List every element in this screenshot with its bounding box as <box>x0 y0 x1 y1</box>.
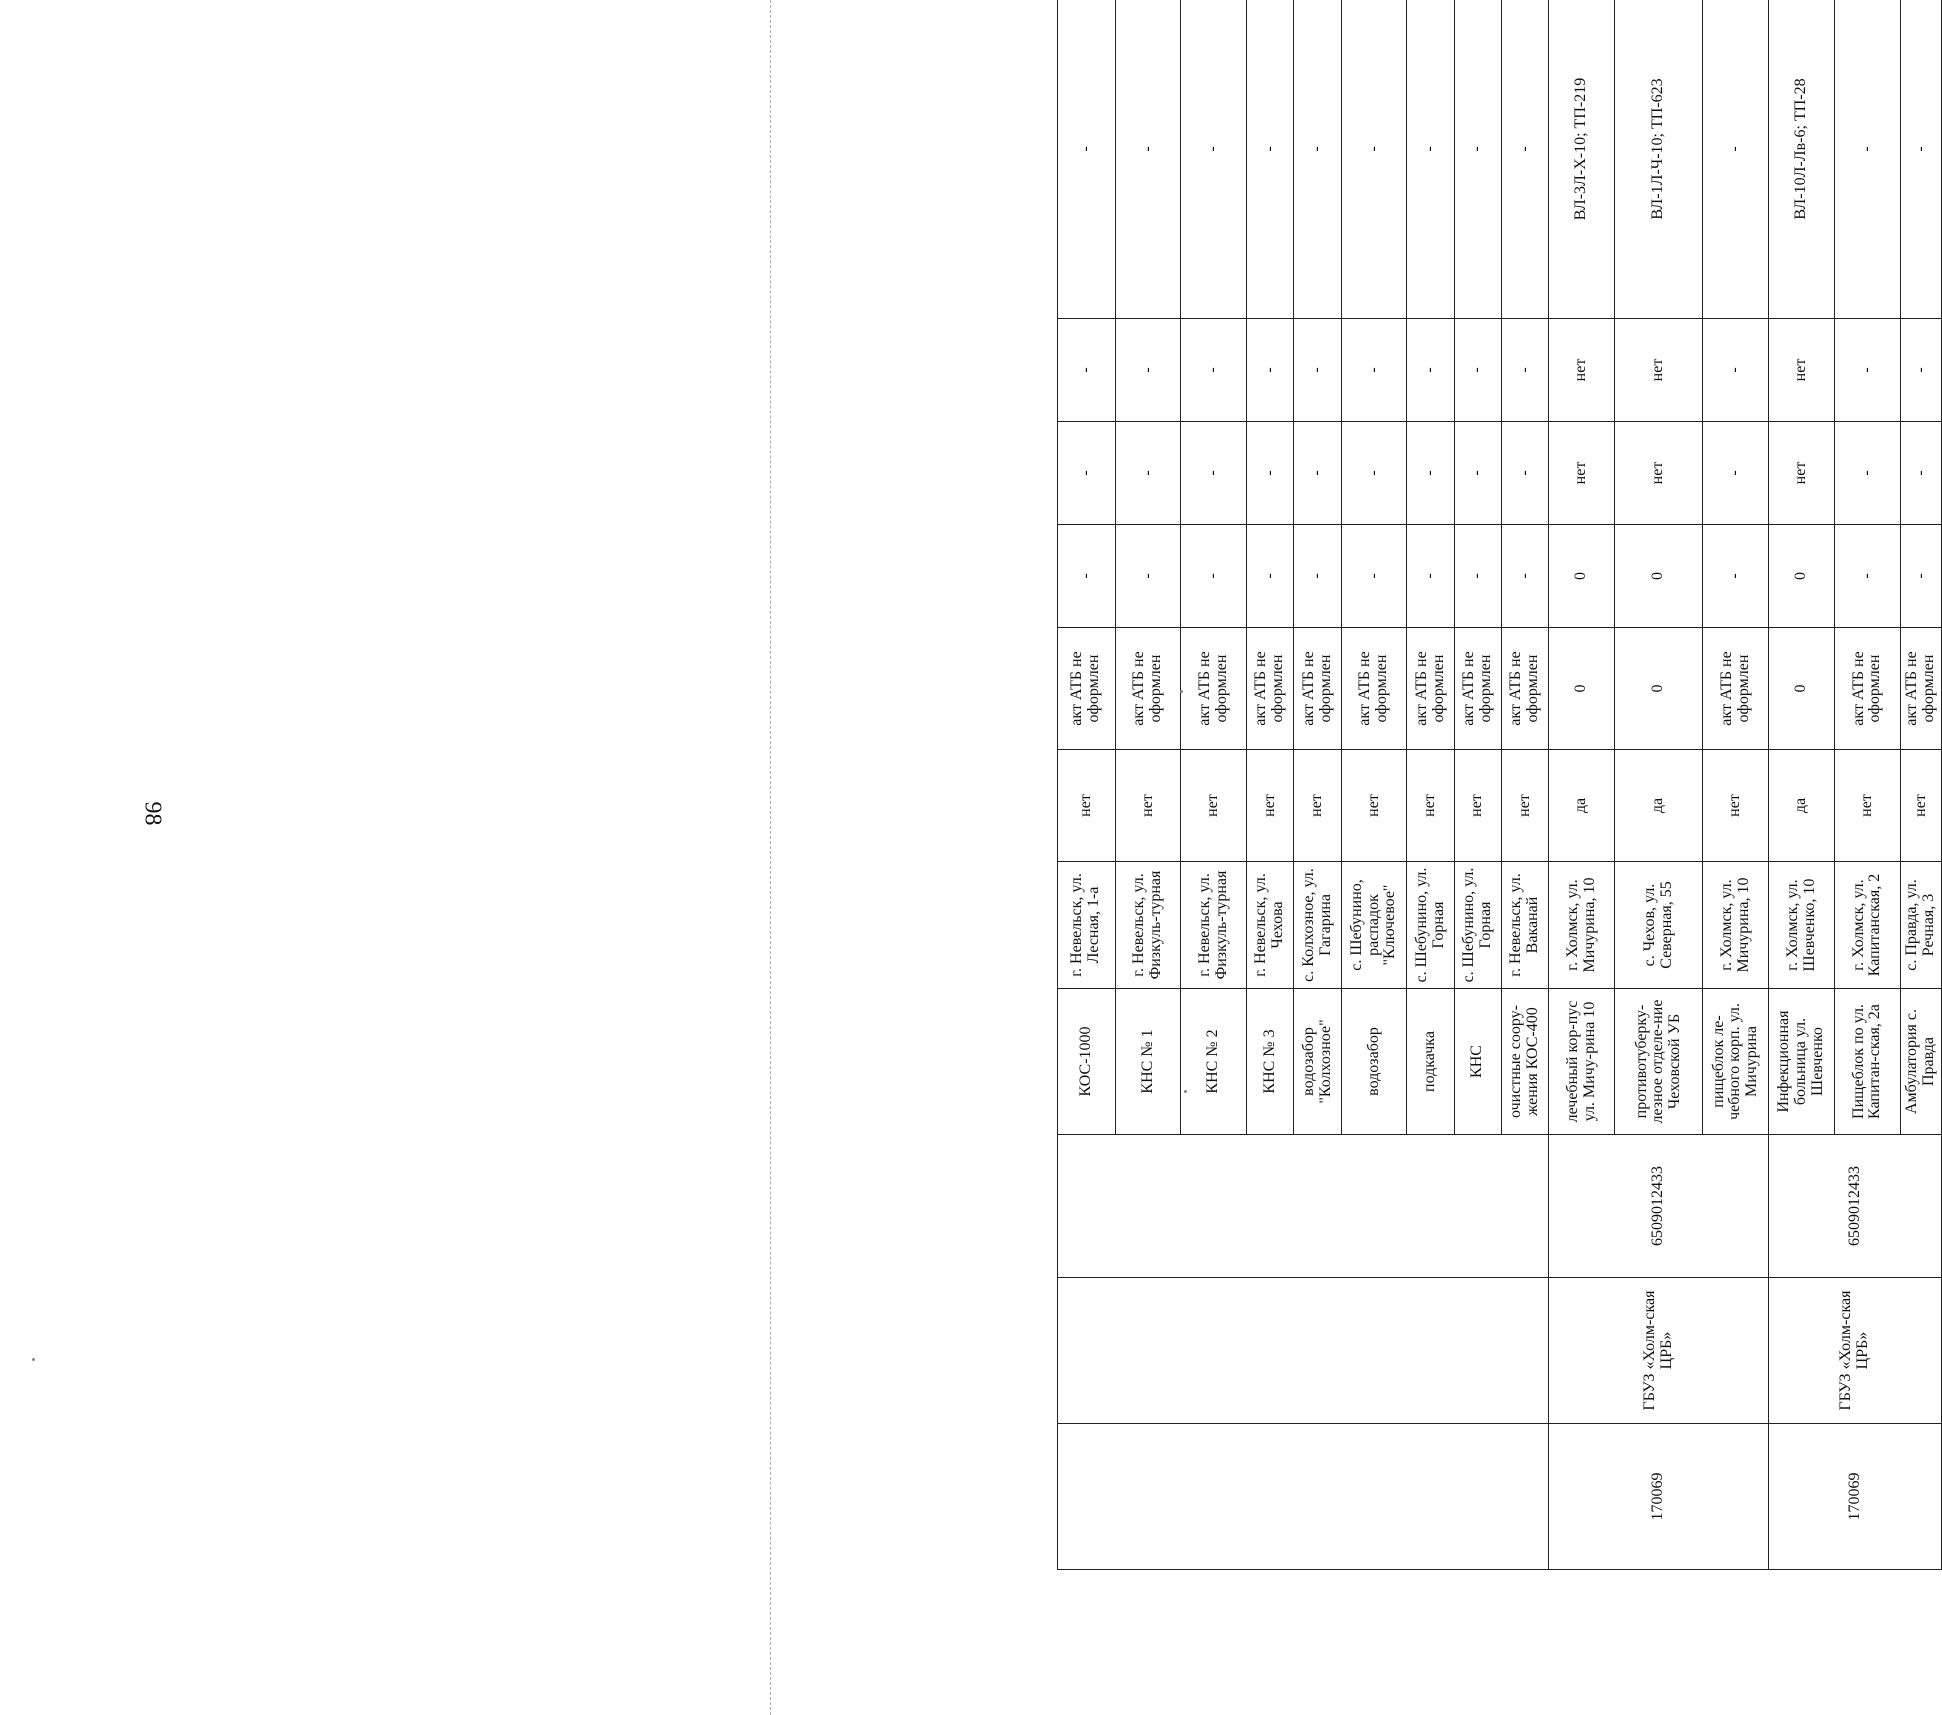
act-cell: акт АТБ не оформлен <box>1407 628 1454 750</box>
line-cell: ВЛ-1Л-Ч-10; ТП-623 <box>1615 0 1703 319</box>
status-cell-1: - <box>1294 422 1341 525</box>
address-cell: г. Холмск, ул. Капитанская, 2 <box>1835 862 1901 989</box>
value-cell: - <box>1294 525 1341 628</box>
flag-cell: нет <box>1835 750 1901 862</box>
address-cell: с. Правда, ул. Речная, 3 <box>1900 862 1941 989</box>
status-cell-2: - <box>1181 319 1247 422</box>
code-cell: 170069 <box>1769 1424 1942 1570</box>
flag-cell: да <box>1615 750 1703 862</box>
org-cell <box>1058 1278 1549 1424</box>
code-cell <box>1058 1424 1549 1570</box>
status-cell-1: - <box>1058 422 1116 525</box>
value-cell: - <box>1247 525 1294 628</box>
status-cell-1: нет <box>1769 422 1835 525</box>
status-cell-2: - <box>1247 319 1294 422</box>
flag-cell: нет <box>1900 750 1941 862</box>
object-cell: КНС № 1 <box>1115 989 1181 1135</box>
object-cell: лечебный кор-пус ул. Мичу-рина 10 <box>1549 989 1615 1135</box>
object-cell: КОС-1000 <box>1058 989 1116 1135</box>
line-cell: ВЛ-3Л-Х-10; ТП-219 <box>1549 0 1615 319</box>
object-cell: Амбулатория с. Правда <box>1900 989 1941 1135</box>
act-cell: акт АТБ не оформлен <box>1454 628 1501 750</box>
flag-cell: нет <box>1703 750 1769 862</box>
address-cell: г. Невельск, ул. Физкуль-турная <box>1181 862 1247 989</box>
flag-cell: да <box>1769 750 1835 862</box>
address-cell: с. Шебунино, ул. Горная <box>1407 862 1454 989</box>
address-cell: г. Холмск, ул. Мичурина, 10 <box>1549 862 1615 989</box>
status-cell-2: - <box>1294 319 1341 422</box>
value-cell: - <box>1703 525 1769 628</box>
line-cell: - <box>1900 0 1941 319</box>
act-cell: акт АТБ не оформлен <box>1294 628 1341 750</box>
status-cell-2: нет <box>1615 319 1703 422</box>
status-cell-2: нет <box>1769 319 1835 422</box>
status-cell-1: - <box>1454 422 1501 525</box>
act-cell: акт АТБ не оформлен <box>1181 628 1247 750</box>
act-cell: акт АТБ не оформлен <box>1900 628 1941 750</box>
status-cell-1: - <box>1181 422 1247 525</box>
flag-cell: нет <box>1454 750 1501 862</box>
address-cell: г. Невельск, ул. Физкуль-турная <box>1115 862 1181 989</box>
inn-cell: 6509012433 <box>1549 1135 1769 1278</box>
scan-speck <box>1184 1090 1187 1093</box>
table-row <box>1058 0 1116 1570</box>
status-cell-1: - <box>1115 422 1181 525</box>
act-cell: акт АТБ не оформлен <box>1835 628 1901 750</box>
act-cell: акт АТБ не оформлен <box>1115 628 1181 750</box>
status-cell-1: - <box>1835 422 1901 525</box>
value-cell: - <box>1835 525 1901 628</box>
act-cell: 0 <box>1769 628 1835 750</box>
address-cell: с. Чехов, ул. Северная, 55 <box>1615 862 1703 989</box>
value-cell: - <box>1115 525 1181 628</box>
address-cell: с. Шебунино, ул. Горная <box>1454 862 1501 989</box>
object-cell: КНС <box>1454 989 1501 1135</box>
inn-cell <box>1058 1135 1549 1278</box>
status-cell-1: - <box>1247 422 1294 525</box>
page-number: 98 <box>139 801 166 826</box>
status-cell-2: - <box>1502 319 1549 422</box>
status-cell-2: - <box>1835 319 1901 422</box>
object-cell: подкачка <box>1407 989 1454 1135</box>
value-cell: - <box>1502 525 1549 628</box>
status-cell-1: - <box>1502 422 1549 525</box>
flag-cell: нет <box>1247 750 1294 862</box>
value-cell: - <box>1407 525 1454 628</box>
value-cell: - <box>1058 525 1116 628</box>
address-cell: с. Колхозное, ул. Гагарина <box>1294 862 1341 989</box>
line-cell: - <box>1294 0 1341 319</box>
status-cell-1: - <box>1703 422 1769 525</box>
act-cell: акт АТБ не оформлен <box>1341 628 1407 750</box>
object-cell: КНС № 2 <box>1181 989 1247 1135</box>
line-cell: - <box>1454 0 1501 319</box>
object-cell: водозабор <box>1341 989 1407 1135</box>
act-cell: 0 <box>1615 628 1703 750</box>
status-cell-2: - <box>1058 319 1116 422</box>
flag-cell: нет <box>1407 750 1454 862</box>
status-cell-2: - <box>1341 319 1407 422</box>
table-body <box>1058 0 1942 1570</box>
value-cell: 0 <box>1549 525 1615 628</box>
rotated-table-wrapper <box>1057 77 1942 1570</box>
status-cell-1: - <box>1341 422 1407 525</box>
line-cell: - <box>1058 0 1116 319</box>
act-cell: акт АТБ не оформлен <box>1703 628 1769 750</box>
status-cell-2: - <box>1703 319 1769 422</box>
object-cell: КНС № 3 <box>1247 989 1294 1135</box>
org-cell: ГБУЗ «Холм-ская ЦРБ» <box>1769 1278 1942 1424</box>
act-cell: акт АТБ не оформлен <box>1058 628 1116 750</box>
line-cell: - <box>1341 0 1407 319</box>
object-cell: очистные соору-жения КОС-400 <box>1502 989 1549 1135</box>
data-table <box>1057 0 1942 1570</box>
line-cell: - <box>1407 0 1454 319</box>
org-cell: ГБУЗ «Холм-ская ЦРБ» <box>1549 1278 1769 1424</box>
inn-cell: 6509012433 <box>1769 1135 1942 1278</box>
object-cell: Пищеблок по ул. Капитан-ская, 2а <box>1835 989 1901 1135</box>
line-cell: - <box>1247 0 1294 319</box>
status-cell-1: нет <box>1615 422 1703 525</box>
flag-cell: нет <box>1294 750 1341 862</box>
address-cell: г. Холмск, ул. Мичурина, 10 <box>1703 862 1769 989</box>
line-cell: - <box>1502 0 1549 319</box>
status-cell-1: нет <box>1549 422 1615 525</box>
act-cell: 0 <box>1549 628 1615 750</box>
flag-cell: да <box>1549 750 1615 862</box>
object-cell: Инфекционная больница ул. Шевченко <box>1769 989 1835 1135</box>
scan-speck <box>32 1358 35 1361</box>
act-cell: акт АТБ не оформлен <box>1502 628 1549 750</box>
status-cell-2: нет <box>1549 319 1615 422</box>
status-cell-1: - <box>1900 422 1941 525</box>
status-cell-1: - <box>1407 422 1454 525</box>
address-cell: г. Невельск, ул. Лесная, 1-а <box>1058 862 1116 989</box>
flag-cell: нет <box>1058 750 1116 862</box>
status-cell-2: - <box>1900 319 1941 422</box>
line-cell: ВЛ-10Л-Лв-6; ТП-28 <box>1769 0 1835 319</box>
value-cell: - <box>1181 525 1247 628</box>
line-cell: - <box>1835 0 1901 319</box>
status-cell-2: - <box>1454 319 1501 422</box>
flag-cell: нет <box>1181 750 1247 862</box>
value-cell: 0 <box>1769 525 1835 628</box>
line-cell: - <box>1703 0 1769 319</box>
table-row <box>1769 0 1835 1570</box>
flag-cell: нет <box>1341 750 1407 862</box>
address-cell: г. Невельск, ул. Чехова <box>1247 862 1294 989</box>
object-cell: пищеблок ле-чебного корп. ул. Мичурина <box>1703 989 1769 1135</box>
status-cell-2: - <box>1115 319 1181 422</box>
act-cell: акт АТБ не оформлен <box>1247 628 1294 750</box>
flag-cell: нет <box>1502 750 1549 862</box>
line-cell: - <box>1181 0 1247 319</box>
address-cell: г. Невельск, ул. Ваканай <box>1502 862 1549 989</box>
value-cell: - <box>1454 525 1501 628</box>
value-cell: - <box>1900 525 1941 628</box>
table-row <box>1549 0 1615 1570</box>
scan-speck <box>1180 690 1183 693</box>
value-cell: - <box>1341 525 1407 628</box>
line-cell: - <box>1115 0 1181 319</box>
status-cell-2: - <box>1407 319 1454 422</box>
value-cell: 0 <box>1615 525 1703 628</box>
address-cell: г. Холмск, ул. Шевченко, 10 <box>1769 862 1835 989</box>
object-cell: водозабор "Колхозное" <box>1294 989 1341 1135</box>
object-cell: противотуберку-лезное отделе-ние Чеховской УБ <box>1615 989 1703 1135</box>
code-cell: 170069 <box>1549 1424 1769 1570</box>
address-cell: с. Шебунино, распадок "Ключевое" <box>1341 862 1407 989</box>
flag-cell: нет <box>1115 750 1181 862</box>
scan-artifact-line <box>770 0 771 1715</box>
